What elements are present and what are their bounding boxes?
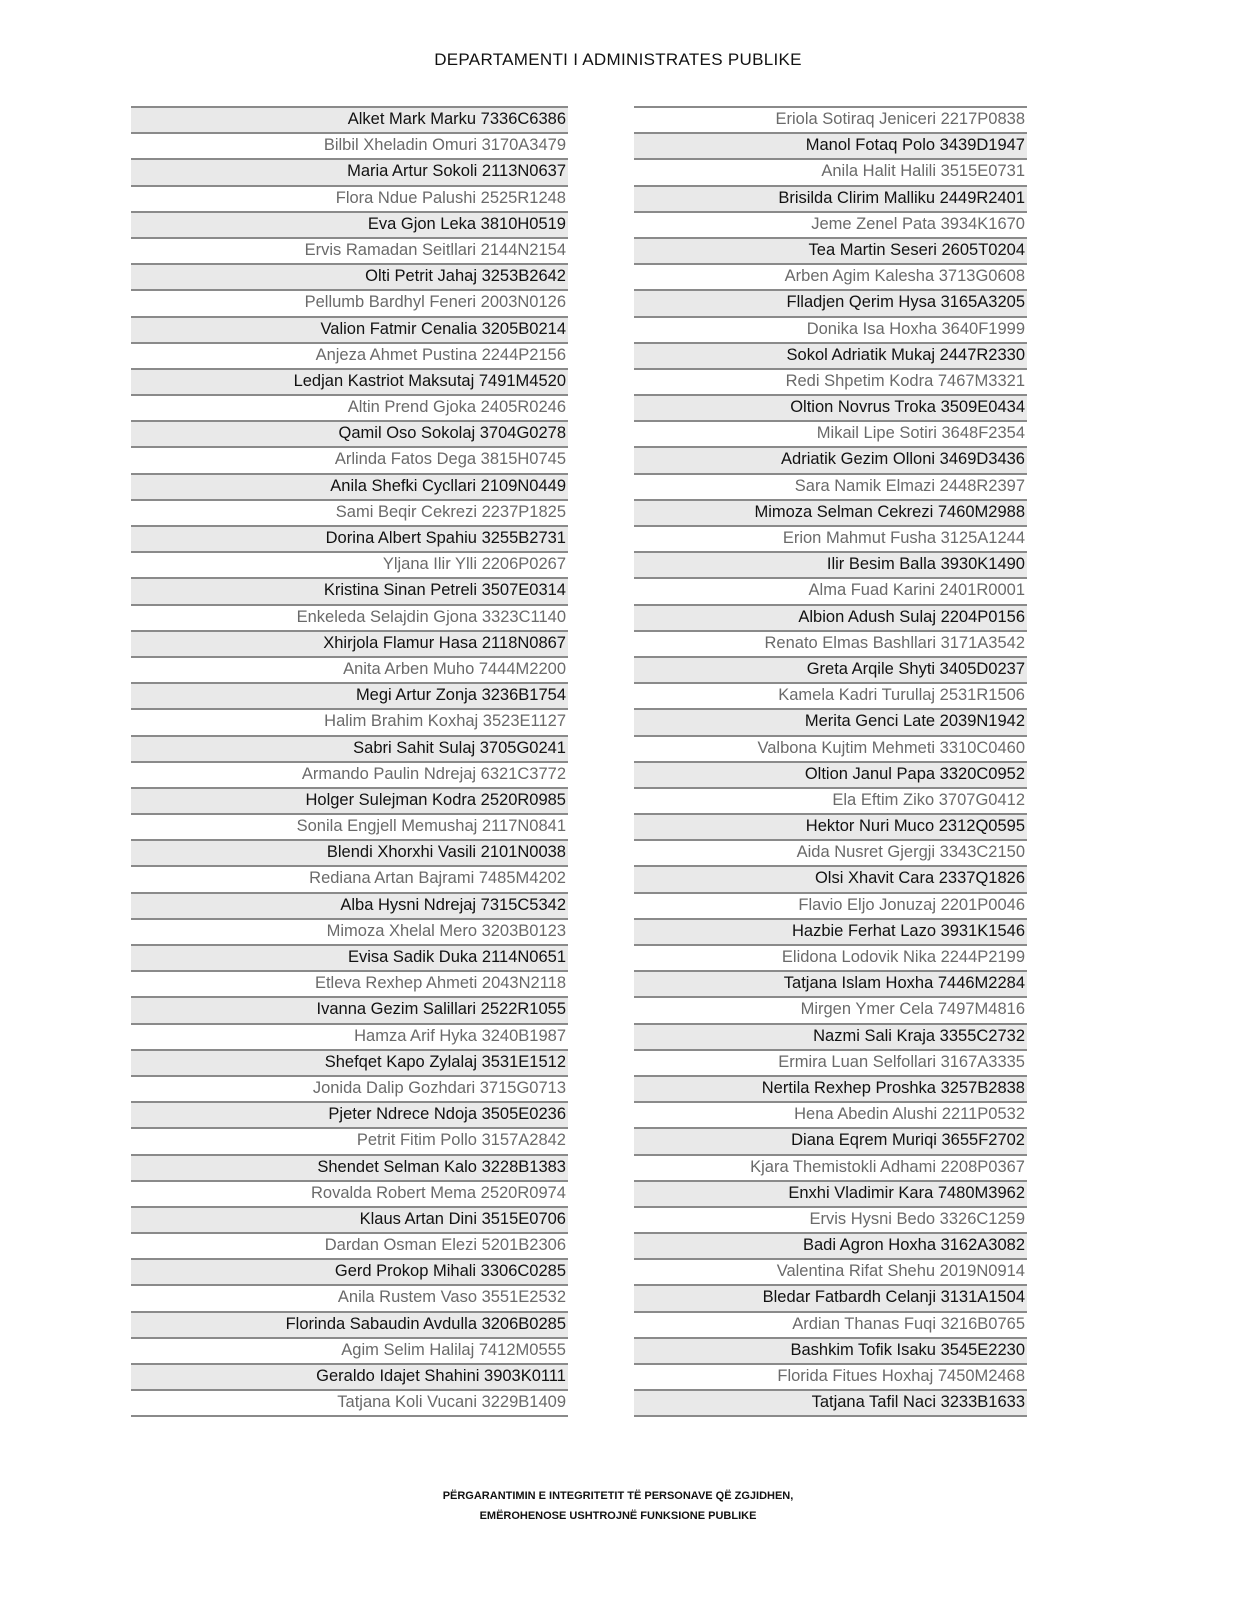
list-item: Sonila Engjell Memushaj 2117N0841 xyxy=(131,813,568,839)
list-item: Adriatik Gezim Olloni 3469D3436 xyxy=(634,446,1027,472)
list-item: Armando Paulin Ndrejaj 6321C3772 xyxy=(131,761,568,787)
list-item: Tatjana Tafil Naci 3233B1633 xyxy=(634,1389,1027,1415)
left-column-list xyxy=(131,106,568,1417)
list-item: Jonida Dalip Gozhdari 3715G0713 xyxy=(131,1075,568,1101)
list-item: Klaus Artan Dini 3515E0706 xyxy=(131,1206,568,1232)
list-item: Sabri Sahit Sulaj 3705G0241 xyxy=(131,735,568,761)
list-item: Redi Shpetim Kodra 7467M3321 xyxy=(634,368,1027,394)
list-item: Ela Eftim Ziko 3707G0412 xyxy=(634,787,1027,813)
list-item: Xhirjola Flamur Hasa 2118N0867 xyxy=(131,630,568,656)
list-item: Alma Fuad Karini 2401R0001 xyxy=(634,577,1027,603)
list-item: Agim Selim Halilaj 7412M0555 xyxy=(131,1337,568,1363)
list-item: Mirgen Ymer Cela 7497M4816 xyxy=(634,996,1027,1022)
list-item: Etleva Rexhep Ahmeti 2043N2118 xyxy=(131,970,568,996)
list-item: Enkeleda Selajdin Gjona 3323C1140 xyxy=(131,604,568,630)
list-item: Bilbil Xheladin Omuri 3170A3479 xyxy=(131,132,568,158)
list-item: Tatjana Islam Hoxha 7446M2284 xyxy=(634,970,1027,996)
list-item: Dardan Osman Elezi 5201B2306 xyxy=(131,1232,568,1258)
list-item: Bledar Fatbardh Celanji 3131A1504 xyxy=(634,1284,1027,1310)
list-item: Arlinda Fatos Dega 3815H0745 xyxy=(131,446,568,472)
list-item: Jeme Zenel Pata 3934K1670 xyxy=(634,211,1027,237)
list-item: Valentina Rifat Shehu 2019N0914 xyxy=(634,1258,1027,1284)
list-item: Alket Mark Marku 7336C6386 xyxy=(131,106,568,132)
list-item: Kristina Sinan Petreli 3507E0314 xyxy=(131,577,568,603)
list-item: Greta Arqile Shyti 3405D0237 xyxy=(634,656,1027,682)
footer-line-1: PËRGARANTIMIN E INTEGRITETIT TË PERSONAVE QË ZGJIDHEN, xyxy=(442,1490,794,1502)
list-item: Dorina Albert Spahiu 3255B2731 xyxy=(131,525,568,551)
list-item: Anila Rustem Vaso 3551E2532 xyxy=(131,1284,568,1310)
list-item: Eva Gjon Leka 3810H0519 xyxy=(131,211,568,237)
list-item: Badi Agron Hoxha 3162A3082 xyxy=(634,1232,1027,1258)
footer xyxy=(0,1486,1236,1526)
list-item: Erion Mahmut Fusha 3125A1244 xyxy=(634,525,1027,551)
list-item: Pellumb Bardhyl Feneri 2003N0126 xyxy=(131,289,568,315)
list-item: Florida Fitues Hoxhaj 7450M2468 xyxy=(634,1363,1027,1389)
list-item: Flora Ndue Palushi 2525R1248 xyxy=(131,185,568,211)
right-column-list xyxy=(634,106,1027,1417)
list-item: Megi Artur Zonja 3236B1754 xyxy=(131,682,568,708)
list-item: Shefqet Kapo Zylalaj 3531E1512 xyxy=(131,1049,568,1075)
page-title: DEPARTAMENTI I ADMINISTRATES PUBLIKE xyxy=(434,50,802,69)
list-item: Oltion Novrus Troka 3509E0434 xyxy=(634,394,1027,420)
list-item: Rediana Artan Bajrami 7485M4202 xyxy=(131,865,568,891)
list-item: Olti Petrit Jahaj 3253B2642 xyxy=(131,263,568,289)
list-item: Ivanna Gezim Salillari 2522R1055 xyxy=(131,996,568,1022)
list-item: Gerd Prokop Mihali 3306C0285 xyxy=(131,1258,568,1284)
list-item: Halim Brahim Koxhaj 3523E1127 xyxy=(131,708,568,734)
list-item: Sami Beqir Cekrezi 2237P1825 xyxy=(131,499,568,525)
list-item: Mimoza Selman Cekrezi 7460M2988 xyxy=(634,499,1027,525)
list-item: Flladjen Qerim Hysa 3165A3205 xyxy=(634,289,1027,315)
list-item: Kamela Kadri Turullaj 2531R1506 xyxy=(634,682,1027,708)
list-item: Renato Elmas Bashllari 3171A3542 xyxy=(634,630,1027,656)
list-item: Nazmi Sali Kraja 3355C2732 xyxy=(634,1023,1027,1049)
column-end-rule xyxy=(634,1415,1027,1417)
list-item: Ledjan Kastriot Maksutaj 7491M4520 xyxy=(131,368,568,394)
list-item: Olsi Xhavit Cara 2337Q1826 xyxy=(634,865,1027,891)
list-item: Ermira Luan Selfollari 3167A3335 xyxy=(634,1049,1027,1075)
list-item: Mimoza Xhelal Mero 3203B0123 xyxy=(131,918,568,944)
list-item: Hazbie Ferhat Lazo 3931K1546 xyxy=(634,918,1027,944)
list-item: Anita Arben Muho 7444M2200 xyxy=(131,656,568,682)
list-item: Blendi Xhorxhi Vasili 2101N0038 xyxy=(131,839,568,865)
list-item: Nertila Rexhep Proshka 3257B2838 xyxy=(634,1075,1027,1101)
list-item: Pjeter Ndrece Ndoja 3505E0236 xyxy=(131,1101,568,1127)
list-item: Enxhi Vladimir Kara 7480M3962 xyxy=(634,1180,1027,1206)
list-item: Aida Nusret Gjergji 3343C2150 xyxy=(634,839,1027,865)
list-item: Tea Martin Seseri 2605T0204 xyxy=(634,237,1027,263)
list-item: Holger Sulejman Kodra 2520R0985 xyxy=(131,787,568,813)
list-item: Merita Genci Late 2039N1942 xyxy=(634,708,1027,734)
list-item: Oltion Janul Papa 3320C0952 xyxy=(634,761,1027,787)
list-item: Anila Shefki Cycllari 2109N0449 xyxy=(131,473,568,499)
list-item: Petrit Fitim Pollo 3157A2842 xyxy=(131,1127,568,1153)
list-item: Hena Abedin Alushi 2211P0532 xyxy=(634,1101,1027,1127)
list-item: Sara Namik Elmazi 2448R2397 xyxy=(634,473,1027,499)
list-item: Manol Fotaq Polo 3439D1947 xyxy=(634,132,1027,158)
list-item: Valion Fatmir Cenalia 3205B0214 xyxy=(131,316,568,342)
list-item: Albion Adush Sulaj 2204P0156 xyxy=(634,604,1027,630)
list-item: Ilir Besim Balla 3930K1490 xyxy=(634,551,1027,577)
list-item: Sokol Adriatik Mukaj 2447R2330 xyxy=(634,342,1027,368)
list-item: Alba Hysni Ndrejaj 7315C5342 xyxy=(131,892,568,918)
list-item: Florinda Sabaudin Avdulla 3206B0285 xyxy=(131,1311,568,1337)
list-item: Hamza Arif Hyka 3240B1987 xyxy=(131,1023,568,1049)
list-item: Elidona Lodovik Nika 2244P2199 xyxy=(634,944,1027,970)
list-item: Anjeza Ahmet Pustina 2244P2156 xyxy=(131,342,568,368)
list-item: Arben Agim Kalesha 3713G0608 xyxy=(634,263,1027,289)
list-item: Kjara Themistokli Adhami 2208P0367 xyxy=(634,1154,1027,1180)
list-item: Ardian Thanas Fuqi 3216B0765 xyxy=(634,1311,1027,1337)
list-item: Bashkim Tofik Isaku 3545E2230 xyxy=(634,1337,1027,1363)
list-item: Valbona Kujtim Mehmeti 3310C0460 xyxy=(634,735,1027,761)
list-item: Flavio Eljo Jonuzaj 2201P0046 xyxy=(634,892,1027,918)
list-item: Ervis Ramadan Seitllari 2144N2154 xyxy=(131,237,568,263)
footer-line-2: EMËROHENOSE USHTROJNË FUNKSIONE PUBLIKE xyxy=(479,1510,757,1522)
list-item: Evisa Sadik Duka 2114N0651 xyxy=(131,944,568,970)
list-item: Rovalda Robert Mema 2520R0974 xyxy=(131,1180,568,1206)
list-item: Brisilda Clirim Malliku 2449R2401 xyxy=(634,185,1027,211)
list-item: Ervis Hysni Bedo 3326C1259 xyxy=(634,1206,1027,1232)
list-item: Anila Halit Halili 3515E0731 xyxy=(634,158,1027,184)
list-item: Mikail Lipe Sotiri 3648F2354 xyxy=(634,420,1027,446)
list-item: Tatjana Koli Vucani 3229B1409 xyxy=(131,1389,568,1415)
list-item: Maria Artur Sokoli 2113N0637 xyxy=(131,158,568,184)
list-item: Yljana Ilir Ylli 2206P0267 xyxy=(131,551,568,577)
list-item: Eriola Sotiraq Jeniceri 2217P0838 xyxy=(634,106,1027,132)
list-item: Hektor Nuri Muco 2312Q0595 xyxy=(634,813,1027,839)
list-item: Qamil Oso Sokolaj 3704G0278 xyxy=(131,420,568,446)
list-item: Geraldo Idajet Shahini 3903K0111 xyxy=(131,1363,568,1389)
column-end-rule xyxy=(131,1415,568,1417)
list-item: Altin Prend Gjoka 2405R0246 xyxy=(131,394,568,420)
list-item: Shendet Selman Kalo 3228B1383 xyxy=(131,1154,568,1180)
list-item: Diana Eqrem Muriqi 3655F2702 xyxy=(634,1127,1027,1153)
list-item: Donika Isa Hoxha 3640F1999 xyxy=(634,316,1027,342)
